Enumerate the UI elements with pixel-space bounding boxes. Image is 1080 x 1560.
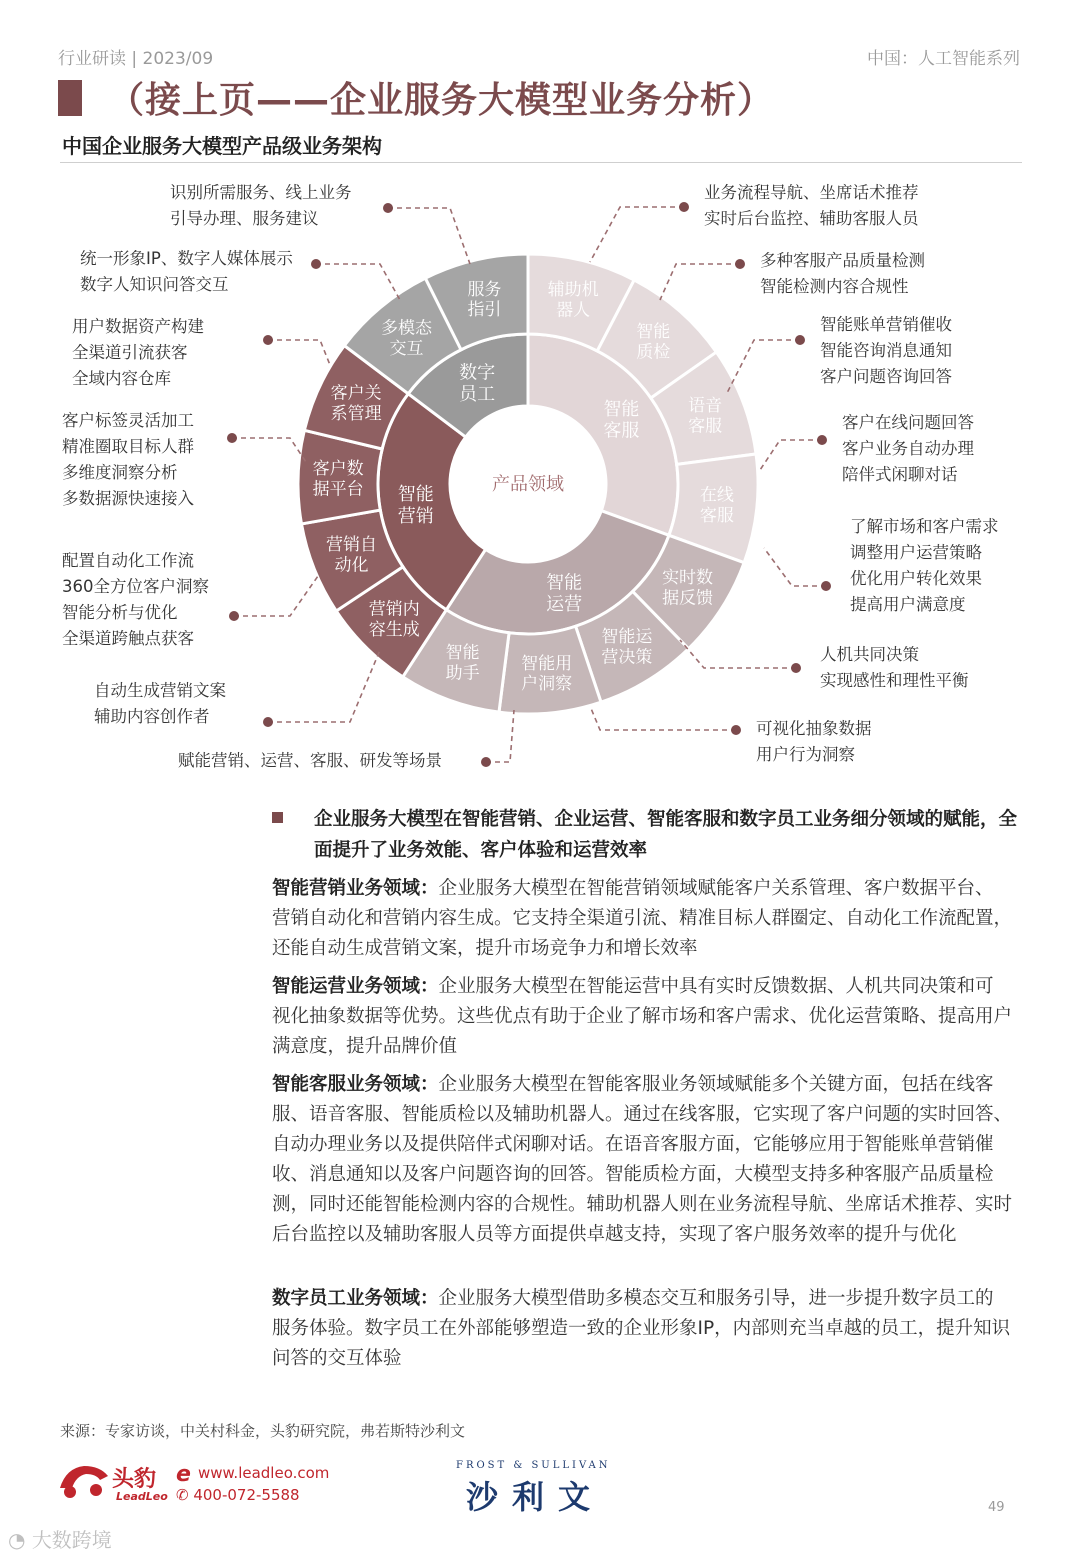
domain-label: 智能营销 — [397, 484, 434, 527]
website-link[interactable]: www.leadleo.com — [198, 1464, 330, 1482]
leader-dot — [229, 611, 239, 621]
header-right: 中国：人工智能系列 — [867, 49, 1020, 69]
web-e-icon: e — [176, 1462, 191, 1487]
annotation-line: 精准圈取目标人群 — [62, 437, 194, 456]
annotation-line: 客户标签灵活加工 — [62, 411, 194, 430]
annotation-line: 赋能营销、运营、客服、研发等场景 — [178, 751, 442, 770]
paragraph-text: 企业服务大模型借助多模态交互和服务引导，进一步提升数字员工的服务体验。数字员工在外部能够塑造一致的企业形象IP，内部则充当卓越的员工，提升知识问答的交互体验 — [272, 1288, 1011, 1369]
leader-dot — [311, 259, 321, 269]
watermark-text: 大数跨境 — [31, 1528, 112, 1552]
paragraph-marketing — [272, 874, 1012, 964]
annotation-line: 实现感性和理性平衡 — [820, 671, 969, 690]
leader-line — [590, 207, 684, 262]
leader-dot — [679, 202, 689, 212]
leader-line — [590, 706, 736, 730]
paragraph-digital — [272, 1284, 1012, 1374]
domain-label: 智能运营 — [546, 572, 583, 616]
annotation-line: 引导办理、服务建议 — [170, 209, 319, 228]
leader-line — [234, 576, 318, 616]
annotation-line: 优化用户转化效果 — [850, 569, 982, 588]
center-label: 产品领域 — [492, 474, 564, 495]
leader-line — [680, 640, 796, 668]
annotation-line: 客户业务自动办理 — [842, 439, 974, 458]
segment-label: 客户关系管理 — [330, 383, 382, 425]
annotation-line: 可视化抽象数据 — [756, 719, 872, 738]
annotation-line: 统一形象IP、数字人媒体展示 — [80, 249, 293, 268]
leader-dot — [731, 725, 741, 735]
segment-label: 在线客服 — [699, 485, 734, 526]
annotation-line: 陪伴式闲聊对话 — [842, 465, 958, 484]
annotation-7 — [704, 180, 919, 232]
segment-label: 语音客服 — [688, 395, 723, 437]
leader-line — [660, 264, 740, 300]
segment-label: 实时数据反馈 — [662, 567, 714, 609]
paragraph-service — [272, 1070, 1012, 1250]
annotation-1 — [80, 246, 293, 298]
annotation-5 — [94, 678, 226, 730]
annotation-line: 360全方位客户洞察 — [62, 577, 209, 596]
annotation-line: 用户行为洞察 — [756, 745, 855, 764]
paragraph-label: 智能运营业务领域： — [272, 976, 439, 997]
leader-dot — [791, 663, 801, 673]
leader-line — [232, 438, 306, 462]
annotation-10 — [842, 410, 974, 488]
segment-label: 营销内容生成 — [368, 599, 420, 641]
annotation-4 — [62, 548, 209, 652]
leader-dot — [227, 433, 237, 443]
brand-name-cn: 头豹 — [112, 1467, 157, 1492]
leader-line — [388, 208, 470, 264]
brand-name-en: LeadLeo — [116, 1490, 168, 1503]
annotation-0 — [170, 180, 352, 232]
annotation-line: 智能账单营销催收 — [820, 315, 952, 334]
segment-label: 客户数据平台 — [312, 458, 364, 500]
paragraph-label: 数字员工业务领域： — [272, 1288, 439, 1309]
annotation-line: 自动生成营销文案 — [94, 681, 226, 700]
bullet-square — [272, 812, 283, 823]
paragraph-label: 智能营销业务领域： — [272, 878, 439, 899]
annotation-line: 智能分析与优化 — [62, 603, 178, 622]
header-left: 行业研读 | 2023/09 — [58, 49, 214, 69]
source-note: 来源：专家访谈，中关村科金，头豹研究院，弗若斯特沙利文 — [60, 1422, 466, 1440]
section-subtitle: 中国企业服务大模型产品级业务架构 — [62, 134, 382, 158]
annotation-11 — [850, 514, 999, 618]
annotation-6 — [178, 748, 442, 774]
annotation-8 — [760, 248, 925, 300]
annotation-line: 实时后台监控、辅助客服人员 — [704, 209, 919, 228]
annotation-line: 人机共同决策 — [820, 645, 919, 664]
annotation-line: 了解市场和客户需求 — [850, 517, 999, 536]
domain-label: 智能客服 — [603, 399, 640, 442]
annotation-13 — [756, 716, 872, 768]
page-number: 49 — [988, 1500, 1005, 1515]
annotation-line: 智能咨询消息通知 — [820, 341, 952, 360]
watermark-icon: ◔ — [8, 1528, 32, 1552]
leader-line — [764, 548, 826, 586]
title-accent-bar — [58, 80, 82, 116]
leader-dot — [263, 335, 273, 345]
domain-label: 数字员工 — [459, 362, 496, 405]
leader-dot — [795, 335, 805, 345]
paragraph-label: 智能客服业务领域： — [272, 1074, 439, 1095]
leader-dot — [735, 259, 745, 269]
paragraph-text: 企业服务大模型在智能营销领域赋能客户关系管理、客户数据平台、营销自动化和营销内容生成。它支持全渠道引流、精准目标人群圈定、自动化工作流配置，还能自动生成营销文案，提升市场竞争力和增长效率 — [272, 878, 1013, 959]
annotation-line: 多维度洞察分析 — [62, 463, 178, 482]
annotation-line: 全域内容仓库 — [72, 369, 171, 388]
annotation-line: 用户数据资产构建 — [72, 317, 204, 336]
annotation-line: 辅助内容创作者 — [94, 707, 210, 726]
segment-label: 智能运营决策 — [601, 626, 653, 668]
annotation-line: 多数据源快速接入 — [62, 489, 194, 508]
frost-sullivan-logo-en: FROST & SULLIVAN — [456, 1460, 611, 1471]
paragraph-text: 企业服务大模型在智能客服业务领域赋能多个关键方面，包括在线客服、语音客服、智能质检以及辅助机器人。通过在线客服，它实现了客户问题的实时回答、自动办理业务以及提供陪伴式闲聊对话。在语音客服方面，它能够应用于智能账单营销催收、消息通知以及客户问题咨询的回答。智能质检方面，大模型支持多种客服产品质量检测，同时还能智能检测内容的合规性。辅助机器人则在业务流程导航、坐席话术推荐、实时后台监控以及辅助客服人员等方面提供卓越支持，实现了客户服务效率的提升与优化 — [272, 1074, 1013, 1245]
leader-line — [268, 650, 380, 722]
phone-number — [176, 1486, 300, 1504]
segment-label: 智能助手 — [445, 643, 480, 684]
annotation-line: 智能检测内容合规性 — [760, 277, 909, 296]
leader-line — [760, 440, 822, 470]
annotation-line: 全渠道引流获客 — [72, 343, 188, 362]
annotation-line: 配置自动化工作流 — [62, 551, 194, 570]
leader-line — [268, 340, 330, 365]
key-finding: 企业服务大模型在智能营销、企业运营、智能客服和数字员工业务细分领域的赋能，全面提升了业务效能、客户体验和运营效率 — [314, 809, 1018, 861]
leader-line — [486, 710, 514, 762]
phone-text: 400-072-5588 — [193, 1486, 300, 1504]
annotation-line: 调整用户运营策略 — [850, 543, 982, 562]
annotation-line: 多种客服产品质量检测 — [760, 251, 925, 270]
leader-dot — [383, 203, 393, 213]
frost-sullivan-logo-cn: 沙利文 — [466, 1478, 605, 1516]
page-title: （接上页——企业服务大模型业务分析） — [108, 80, 775, 121]
annotation-9 — [820, 312, 952, 390]
leopard-logo-icon — [56, 1460, 112, 1500]
annotation-line: 识别所需服务、线上业务 — [170, 183, 352, 202]
segment-label: 营销自动化 — [326, 535, 378, 576]
annotation-line: 业务流程导航、坐席话术推荐 — [704, 183, 919, 202]
segment-label: 智能用户洞察 — [521, 653, 573, 695]
leader-line — [316, 264, 400, 300]
annotation-line: 数字人知识问答交互 — [80, 275, 229, 294]
paragraph-operations — [272, 972, 1012, 1062]
annotation-line: 全渠道跨触点获客 — [62, 629, 194, 648]
leader-dot — [817, 435, 827, 445]
annotation-line: 提高用户满意度 — [850, 595, 966, 614]
watermark — [8, 1524, 112, 1553]
annotation-line: 客户在线问题回答 — [842, 413, 974, 432]
annotation-12 — [820, 642, 969, 694]
segment-label: 辅助机器人 — [547, 280, 599, 321]
leader-dot — [263, 717, 273, 727]
annotation-3 — [62, 408, 194, 512]
segment-label: 多模态交互 — [381, 318, 433, 360]
annotation-line: 客户问题咨询回答 — [820, 367, 952, 386]
paragraph-text: 企业服务大模型在智能运营中具有实时反馈数据、人机共同决策和可视化抽象数据等优势。这些优点有助于企业了解市场和客户需求、优化运营策略、提高用户满意度，提升品牌价值 — [272, 976, 1013, 1057]
segment-label: 智能质检 — [636, 321, 671, 363]
divider — [60, 162, 1022, 163]
segment-label: 服务指引 — [467, 279, 502, 321]
phone-icon: ✆ — [176, 1486, 194, 1504]
leader-dot — [821, 581, 831, 591]
annotation-2 — [72, 314, 204, 392]
leader-dot — [481, 757, 491, 767]
